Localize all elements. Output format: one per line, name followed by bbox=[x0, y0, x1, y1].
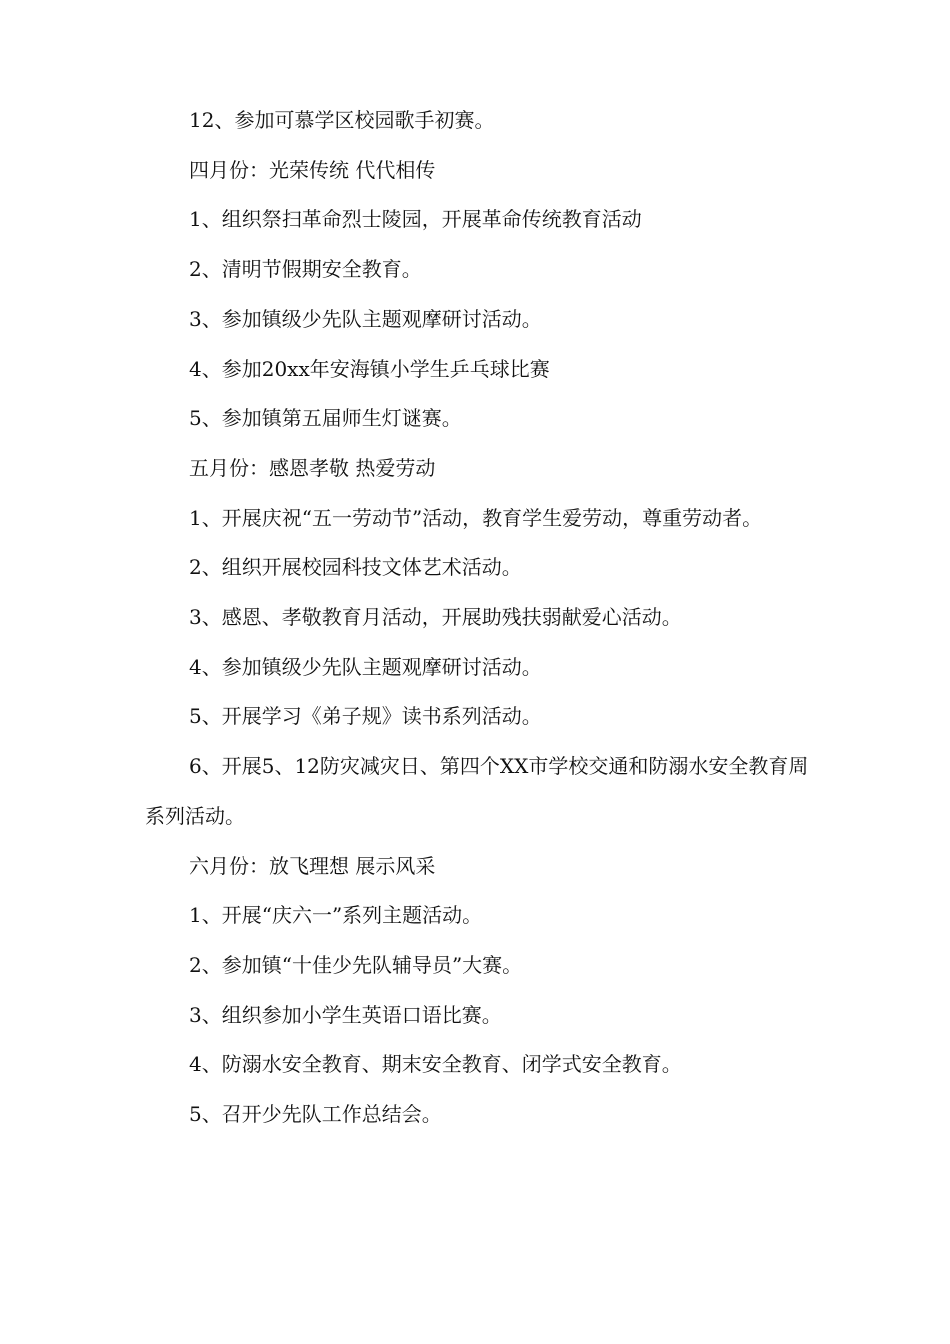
paragraph-item: 4、参加镇级少先队主题观摩研讨活动。 bbox=[189, 654, 542, 679]
paragraph-item: 5、召开少先队工作总结会。 bbox=[189, 1102, 442, 1127]
section-heading-june: 六月份：放飞理想 展示风采 bbox=[189, 853, 436, 878]
section-heading-may: 五月份：感恩孝敬 热爱劳动 bbox=[189, 455, 436, 480]
paragraph-item: 1、开展庆祝“五一劳动节”活动，教育学生爱劳动，尊重劳动者。 bbox=[189, 505, 763, 530]
paragraph-item: 2、清明节假期安全教育。 bbox=[189, 257, 422, 282]
section-heading-april: 四月份：光荣传统 代代相传 bbox=[189, 157, 436, 182]
paragraph-item: 6、开展5、12防灾减灾日、第四个XX市学校交通和防溺水安全教育周系列活动。 bbox=[145, 754, 809, 828]
paragraph-item: 5、开展学习《弟子规》读书系列活动。 bbox=[189, 704, 542, 729]
document-body bbox=[145, 96, 810, 1140]
paragraph-item: 3、组织参加小学生英语口语比赛。 bbox=[189, 1002, 502, 1027]
paragraph-item: 2、参加镇“十佳少先队辅导员”大赛。 bbox=[189, 952, 523, 977]
paragraph-item: 1、开展“庆六一”系列主题活动。 bbox=[189, 903, 483, 928]
paragraph-item: 5、参加镇第五届师生灯谜赛。 bbox=[189, 406, 462, 431]
paragraph-item: 3、感恩、孝敬教育月活动，开展助残扶弱献爱心活动。 bbox=[189, 605, 682, 630]
paragraph-item: 2、组织开展校园科技文体艺术活动。 bbox=[189, 555, 522, 580]
paragraph-item: 4、参加20xx年安海镇小学生乒乓球比赛 bbox=[189, 356, 550, 381]
paragraph-item: 12、参加可慕学区校园歌手初赛。 bbox=[189, 108, 495, 132]
paragraph-item: 1、组织祭扫革命烈士陵园，开展革命传统教育活动 bbox=[189, 207, 642, 232]
paragraph-item: 4、防溺水安全教育、期末安全教育、闭学式安全教育。 bbox=[189, 1052, 682, 1077]
paragraph-item: 3、参加镇级少先队主题观摩研讨活动。 bbox=[189, 306, 542, 331]
